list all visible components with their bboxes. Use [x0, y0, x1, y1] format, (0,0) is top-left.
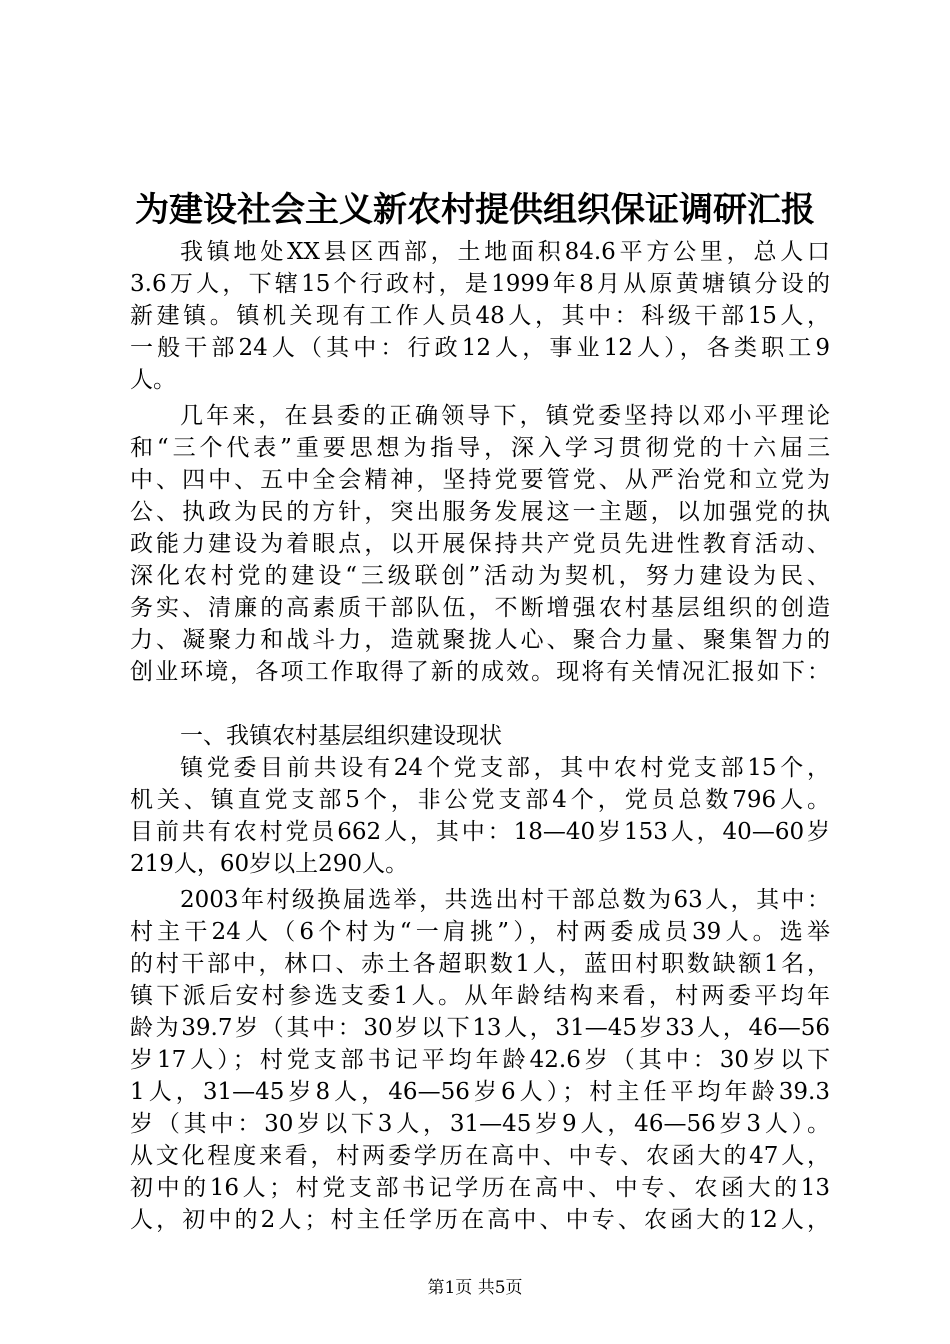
- paragraph-line: 龄为39.7岁（其中：30岁以下13人，31—45岁33人，46—56: [130, 1015, 830, 1041]
- paragraph-line: 力、凝聚力和战斗力，造就聚拢人心、聚合力量、聚集智力的: [130, 627, 830, 653]
- paragraph-line: 岁17人）；村党支部书记平均年龄42.6岁（其中：30岁以下: [130, 1047, 830, 1073]
- paragraph-line: 中、四中、五中全会精神，坚持党要管党、从严治党和立党为: [130, 467, 830, 493]
- paragraph-line: 目前共有农村党员662人，其中：18—40岁153人，40—60岁: [130, 819, 830, 845]
- paragraph-line: 务实、清廉的高素质干部队伍，不断增强农村基层组织的创造: [130, 595, 830, 621]
- paragraph-line: 初中的16人；村党支部书记学历在高中、中专、农函大的13: [130, 1175, 830, 1201]
- paragraph-2: [130, 400, 830, 688]
- paragraph-line: 机关、镇直党支部5个，非公党支部4个，党员总数796人。: [130, 787, 830, 813]
- paragraph-line: 人，初中的2人；村主任学历在高中、中专、农函大的12人，: [130, 1207, 830, 1233]
- paragraph-line: 几年来，在县委的正确领导下，镇党委坚持以邓小平理论: [180, 403, 830, 429]
- paragraph-line: 镇党委目前共设有24个党支部，其中农村党支部15个，: [180, 755, 830, 781]
- paragraph-line: 我镇地处XX县区西部，土地面积84.6平方公里，总人口: [180, 239, 830, 265]
- paragraph-line: 镇下派后安村参选支委1人。从年龄结构来看，村两委平均年: [130, 983, 830, 1009]
- paragraph-line: 岁（其中：30岁以下3人，31—45岁9人，46—56岁3人）。: [130, 1111, 830, 1137]
- paragraph-4: [130, 884, 830, 1236]
- paragraph-line: 一般干部24人（其中：行政12人，事业12人），各类职工9: [130, 335, 830, 361]
- paragraph-line: 创业环境，各项工作取得了新的成效。现将有关情况汇报如下：: [130, 659, 830, 685]
- paragraph-line: 的村干部中，林口、赤土各超职数1人，蓝田村职数缺额1名，: [130, 951, 830, 977]
- paragraph-3: [130, 752, 830, 880]
- document-title: 为建设社会主义新农村提供组织保证调研汇报: [135, 190, 815, 230]
- paragraph-line: 新建镇。镇机关现有工作人员48人，其中：科级干部15人，: [130, 303, 830, 329]
- paragraph-line: 2003年村级换届选举，共选出村干部总数为63人，其中：: [180, 887, 830, 913]
- paragraph-line: 村主干24人（6个村为“一肩挑”），村两委成员39人。选举: [130, 919, 830, 945]
- page-number-footer: 第1页 共5页: [427, 1278, 523, 1298]
- paragraph-line: 深化农村党的建设“三级联创”活动为契机，努力建设为民、: [130, 563, 830, 589]
- paragraph-line: 人。: [130, 367, 176, 393]
- paragraph-line: 政能力建设为着眼点，以开展保持共产党员先进性教育活动、: [130, 531, 830, 557]
- paragraph-line: 公、执政为民的方针，突出服务发展这一主题，以加强党的执: [130, 499, 830, 525]
- section-heading: 一、我镇农村基层组织建设现状: [180, 723, 502, 749]
- paragraph-1: [130, 236, 830, 396]
- paragraph-line: 219人，60岁以上290人。: [130, 851, 409, 877]
- paragraph-line: 和“三个代表”重要思想为指导，深入学习贯彻党的十六届三: [130, 435, 830, 461]
- paragraph-line: 3.6万人，下辖15个行政村，是1999年8月从原黄塘镇分设的: [130, 271, 830, 297]
- document-body: [130, 236, 830, 1236]
- paragraph-line: 从文化程度来看，村两委学历在高中、中专、农函大的47人，: [130, 1143, 830, 1169]
- paragraph-line: 1人，31—45岁8人，46—56岁6人）；村主任平均年龄39.3: [130, 1079, 830, 1105]
